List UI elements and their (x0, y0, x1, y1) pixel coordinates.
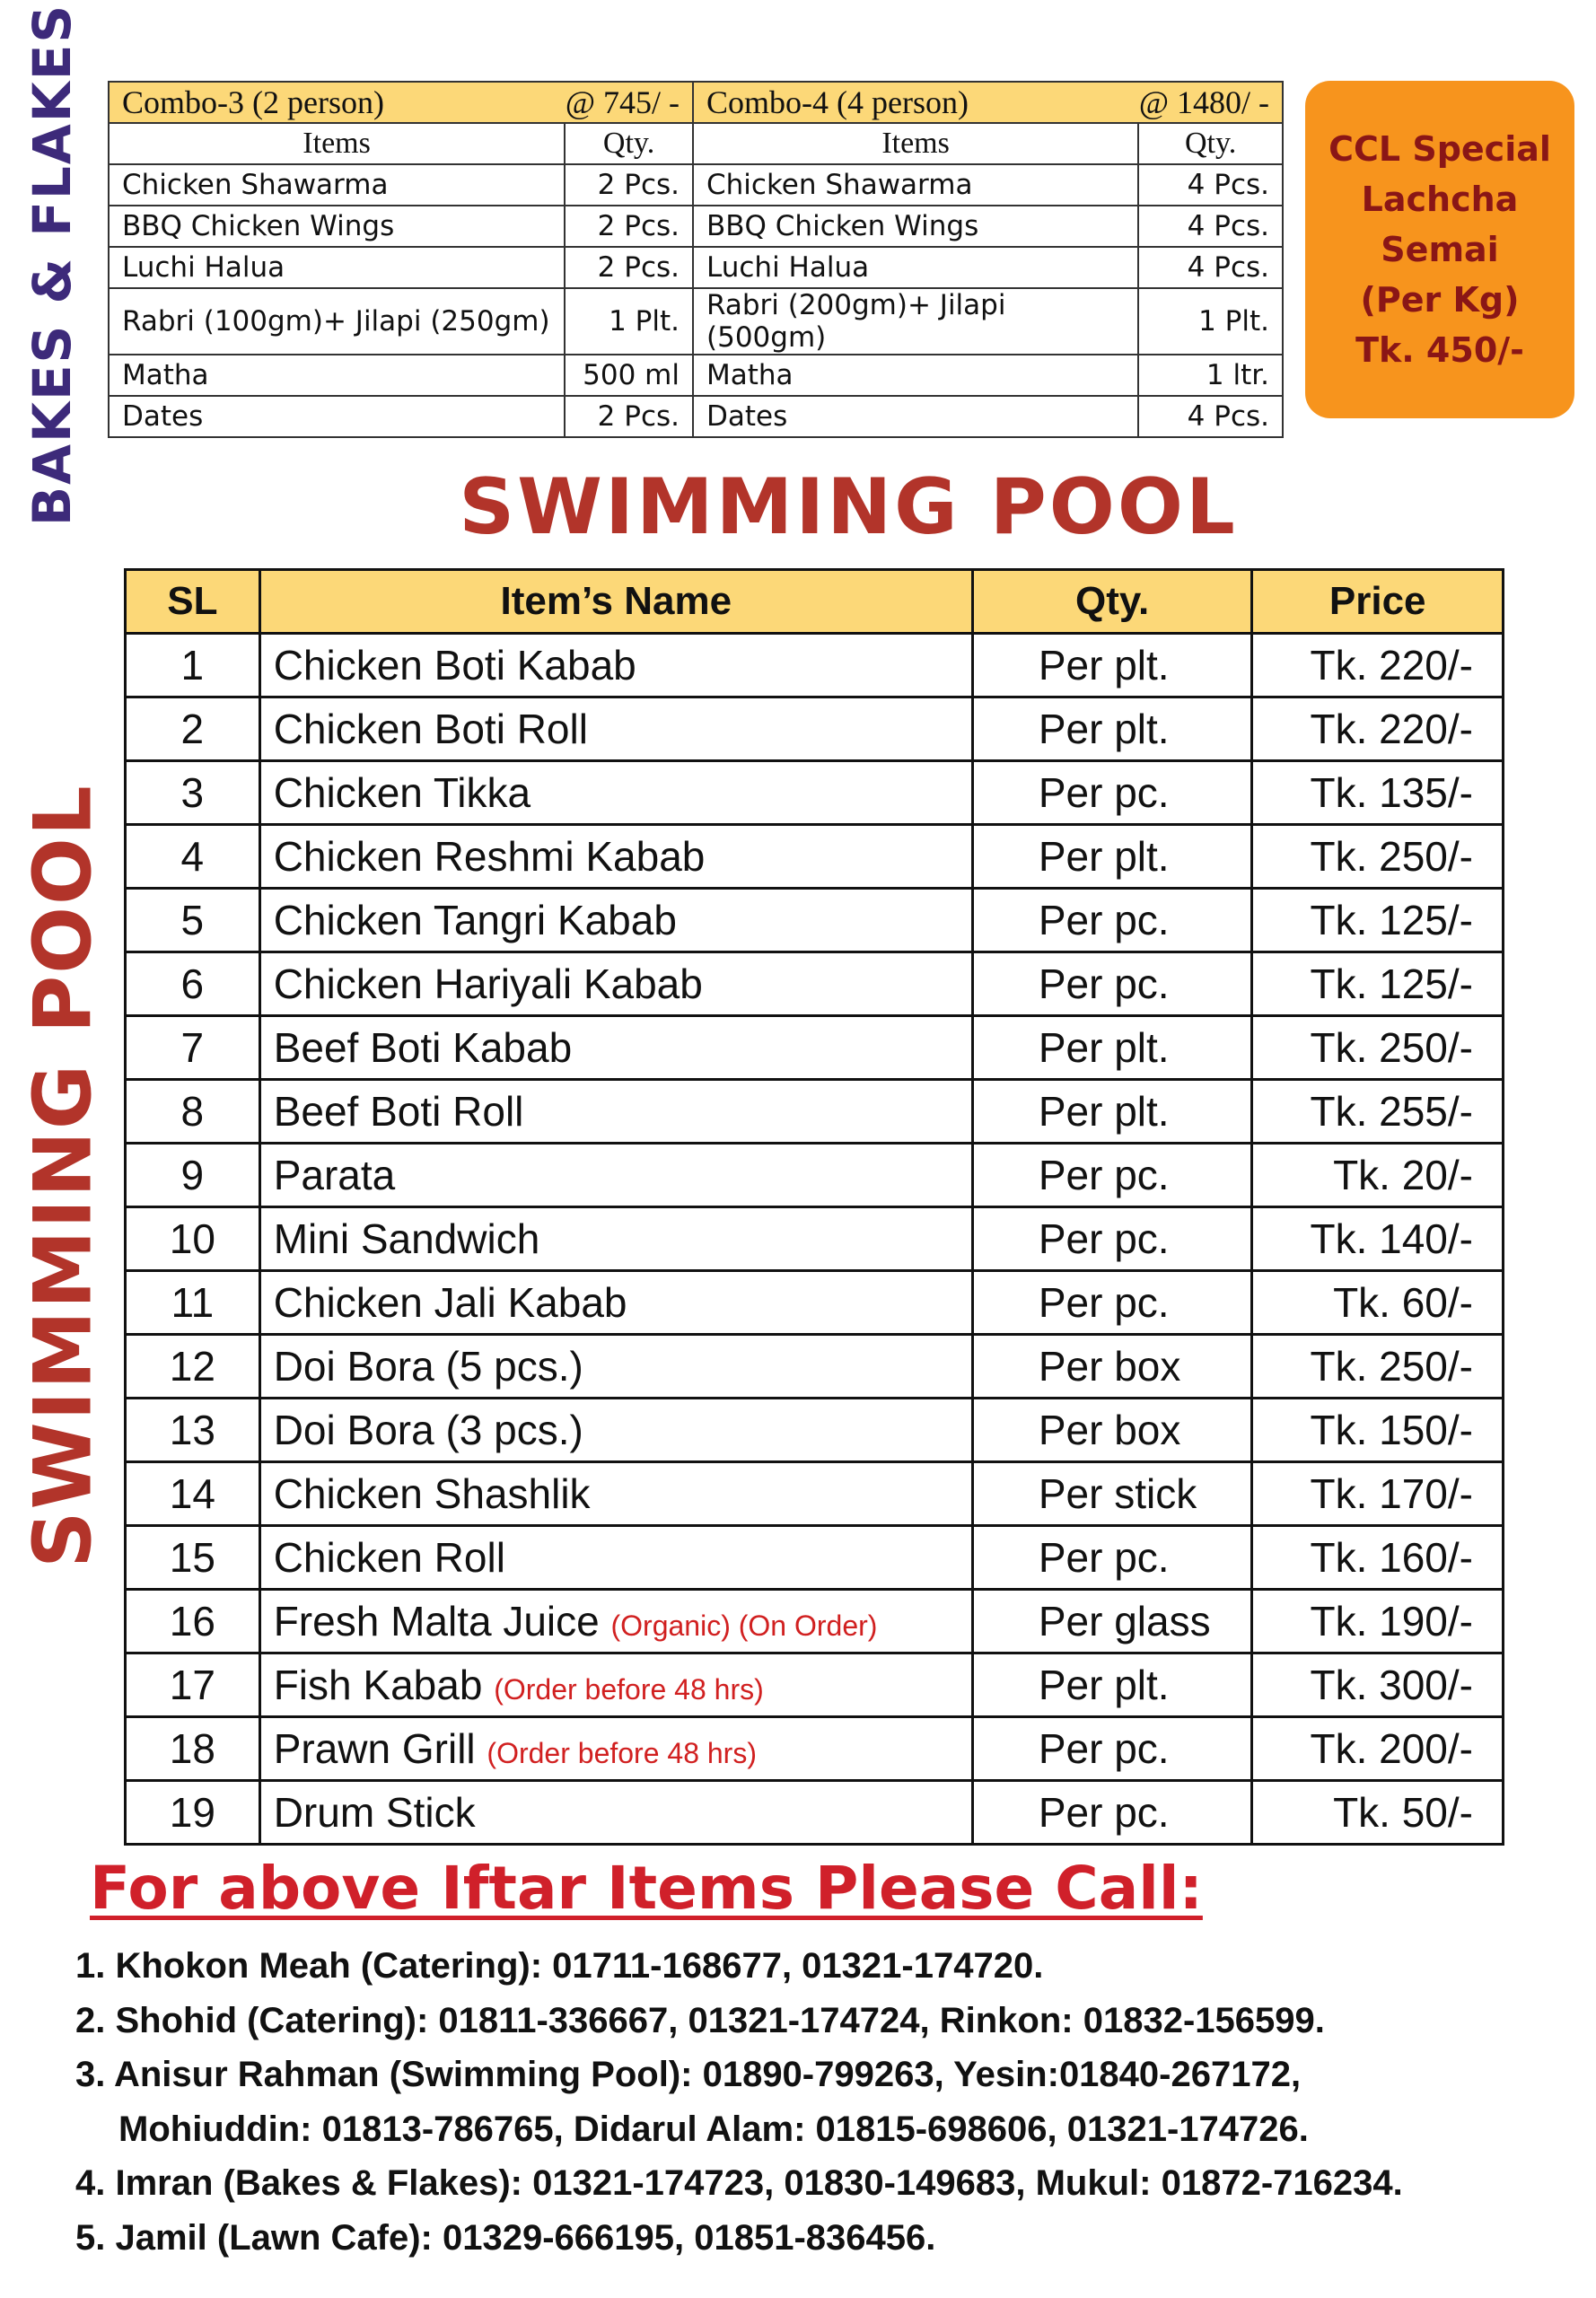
item-price: Tk. 140/- (1252, 1207, 1504, 1271)
menu-row (126, 952, 1504, 1016)
item-qty: Per pc. (972, 1526, 1252, 1590)
item-sl: 1 (126, 634, 260, 697)
item-price: Tk. 250/- (1252, 1016, 1504, 1080)
item-name: Doi Bora (5 pcs.) (273, 1343, 583, 1390)
combo-item: BBQ Chicken Wings (109, 206, 565, 247)
item-qty: Per box (972, 1399, 1252, 1462)
combo-item: Matha (693, 355, 1138, 396)
item-name-cell (259, 1653, 972, 1717)
item-name: Fish Kabab (273, 1662, 483, 1708)
item-qty: Per pc. (972, 1144, 1252, 1207)
item-name: Prawn Grill (273, 1725, 476, 1772)
menu-table (124, 568, 1504, 1846)
combo-price: @ 745/ - (565, 84, 680, 120)
item-name: Beef Boti Kabab (273, 1024, 573, 1071)
combo-qty: 4 Pcs. (1138, 396, 1283, 437)
combo-qty: 1 ltr. (1138, 355, 1283, 396)
item-qty: Per box (972, 1335, 1252, 1399)
combo-item: Matha (109, 355, 565, 396)
item-price: Tk. 200/- (1252, 1717, 1504, 1781)
item-sl: 2 (126, 697, 260, 761)
combo-qty: 500 ml (565, 355, 693, 396)
item-note: (Order before 48 hrs) (494, 1673, 764, 1706)
combo-qty: 2 Pcs. (565, 247, 693, 288)
item-name-cell (259, 1399, 972, 1462)
combo-qty: 2 Pcs. (565, 206, 693, 247)
item-name-cell (259, 697, 972, 761)
special-line: Lachcha Semai (1361, 180, 1519, 269)
item-price: Tk. 50/- (1252, 1781, 1504, 1845)
combo-col-items: Items (693, 123, 1138, 164)
combo-qty: 4 Pcs. (1138, 247, 1283, 288)
item-price: Tk. 125/- (1252, 952, 1504, 1016)
menu-row (126, 1144, 1504, 1207)
item-qty: Per pc. (972, 1717, 1252, 1781)
item-qty: Per pc. (972, 1781, 1252, 1845)
item-price: Tk. 255/- (1252, 1080, 1504, 1144)
item-name: Chicken Tikka (273, 769, 531, 816)
item-name: Chicken Roll (273, 1534, 505, 1581)
menu-row (126, 1399, 1504, 1462)
item-qty: Per pc. (972, 761, 1252, 825)
combo-col-qty: Qty. (1138, 123, 1283, 164)
item-sl: 13 (126, 1399, 260, 1462)
combo-qty: 2 Pcs. (565, 396, 693, 437)
item-sl: 5 (126, 889, 260, 952)
menu-row (126, 1016, 1504, 1080)
item-sl: 19 (126, 1781, 260, 1845)
item-sl: 15 (126, 1526, 260, 1590)
item-sl: 14 (126, 1462, 260, 1526)
contact-line: 3. Anisur Rahman (Swimming Pool): 01890-799263, Yesin:01840-267172, (75, 2055, 1302, 2094)
combo-title: Combo-3 (2 person) (122, 84, 384, 120)
item-qty: Per plt. (972, 697, 1252, 761)
item-name-cell (259, 1717, 972, 1781)
combo-table (108, 81, 1284, 438)
item-name-cell (259, 1016, 972, 1080)
item-name: Chicken Shashlik (273, 1470, 591, 1517)
combo-qty: 4 Pcs. (1138, 164, 1283, 206)
combo-row (109, 355, 1283, 396)
item-name-cell (259, 1271, 972, 1335)
menu-row (126, 1207, 1504, 1271)
item-sl: 8 (126, 1080, 260, 1144)
item-sl: 17 (126, 1653, 260, 1717)
item-name: Chicken Reshmi Kabab (273, 833, 706, 880)
item-name: Chicken Boti Kabab (273, 642, 636, 689)
item-price: Tk. 160/- (1252, 1526, 1504, 1590)
item-name: Fresh Malta Juice (273, 1598, 600, 1645)
item-qty: Per plt. (972, 1080, 1252, 1144)
menu-row (126, 825, 1504, 889)
item-name-cell (259, 1526, 972, 1590)
item-name-cell (259, 1462, 972, 1526)
item-qty: Per plt. (972, 634, 1252, 697)
contact-line: 4. Imran (Bakes & Flakes): 01321-174723, 01830-149683, Mukul: 01872-716234. (75, 2163, 1403, 2203)
combo-row (109, 396, 1283, 437)
item-price: Tk. 150/- (1252, 1399, 1504, 1462)
item-name-cell (259, 1207, 972, 1271)
combo-qty: 1 Plt. (1138, 288, 1283, 355)
menu-row (126, 1590, 1504, 1653)
combo-4-header (693, 82, 1283, 123)
item-price: Tk. 125/- (1252, 889, 1504, 952)
combo-item: BBQ Chicken Wings (693, 206, 1138, 247)
item-note: (Organic) (On Order) (610, 1609, 878, 1642)
item-sl: 18 (126, 1717, 260, 1781)
item-qty: Per pc. (972, 1271, 1252, 1335)
item-price: Tk. 250/- (1252, 825, 1504, 889)
item-qty: Per pc. (972, 1207, 1252, 1271)
menu-row (126, 1717, 1504, 1781)
item-name: Chicken Boti Roll (273, 706, 588, 752)
contact-list (75, 1939, 1403, 2265)
menu-row (126, 1271, 1504, 1335)
item-sl: 3 (126, 761, 260, 825)
item-name: Drum Stick (273, 1789, 476, 1836)
combo-qty: 4 Pcs. (1138, 206, 1283, 247)
combo-item: Dates (693, 396, 1138, 437)
special-price: Tk. 450/- (1355, 330, 1524, 370)
item-qty: Per plt. (972, 1016, 1252, 1080)
item-name: Chicken Hariyali Kabab (273, 960, 703, 1007)
special-line: (Per Kg) (1360, 280, 1520, 320)
item-qty: Per stick (972, 1462, 1252, 1526)
menu-row (126, 1335, 1504, 1399)
item-name-cell (259, 634, 972, 697)
item-name: Doi Bora (3 pcs.) (273, 1407, 583, 1453)
contact-line: 1. Khokon Meah (Catering): 01711-168677, 01321-174720. (75, 1946, 1044, 1986)
combo-item: Rabri (100gm)+ Jilapi (250gm) (109, 288, 565, 355)
contact-line: Mohiuddin: 01813-786765, Didarul Alam: 01815-698606, 01321-174726. (118, 2109, 1309, 2149)
combo-col-items: Items (109, 123, 565, 164)
section-title: SWIMMING POOL (459, 462, 1238, 552)
menu-row (126, 1653, 1504, 1717)
item-name-cell (259, 1335, 972, 1399)
item-name-cell (259, 761, 972, 825)
item-name-cell (259, 1590, 972, 1653)
col-header-name: Item’s Name (259, 570, 972, 634)
combo-item: Luchi Halua (109, 247, 565, 288)
combo-qty: 1 Plt. (565, 288, 693, 355)
combo-row (109, 206, 1283, 247)
combo-item: Rabri (200gm)+ Jilapi (500gm) (693, 288, 1138, 355)
item-name-cell (259, 889, 972, 952)
item-sl: 16 (126, 1590, 260, 1653)
item-name: Chicken Jali Kabab (273, 1279, 627, 1326)
item-name-cell (259, 825, 972, 889)
menu-row (126, 1462, 1504, 1526)
combo-item: Chicken Shawarma (109, 164, 565, 206)
menu-row (126, 1526, 1504, 1590)
special-line: CCL Special (1329, 129, 1551, 169)
item-name-cell (259, 1144, 972, 1207)
item-price: Tk. 300/- (1252, 1653, 1504, 1717)
item-name: Mini Sandwich (273, 1215, 540, 1262)
combo-item: Chicken Shawarma (693, 164, 1138, 206)
col-header-qty: Qty. (972, 570, 1252, 634)
combo-3-header (109, 82, 693, 123)
col-header-price: Price (1252, 570, 1504, 634)
item-sl: 4 (126, 825, 260, 889)
item-qty: Per pc. (972, 889, 1252, 952)
item-price: Tk. 250/- (1252, 1335, 1504, 1399)
menu-row (126, 761, 1504, 825)
item-price: Tk. 220/- (1252, 634, 1504, 697)
item-price: Tk. 170/- (1252, 1462, 1504, 1526)
item-sl: 12 (126, 1335, 260, 1399)
menu-row (126, 889, 1504, 952)
special-offer-box (1305, 81, 1574, 418)
combo-item: Dates (109, 396, 565, 437)
item-qty: Per pc. (972, 952, 1252, 1016)
item-qty: Per glass (972, 1590, 1252, 1653)
side-label-bakes-flakes: BAKES & FLAKES (22, 3, 83, 527)
item-note: (Order before 48 hrs) (487, 1737, 757, 1769)
col-header-sl: SL (126, 570, 260, 634)
item-price: Tk. 20/- (1252, 1144, 1504, 1207)
combo-price: @ 1480/ - (1138, 84, 1269, 120)
combo-title: Combo-4 (4 person) (706, 84, 969, 120)
item-sl: 7 (126, 1016, 260, 1080)
call-heading: For above Iftar Items Please Call: (90, 1854, 1203, 1923)
item-price: Tk. 135/- (1252, 761, 1504, 825)
item-qty: Per plt. (972, 825, 1252, 889)
item-price: Tk. 190/- (1252, 1590, 1504, 1653)
combo-row (109, 247, 1283, 288)
item-name: Beef Boti Roll (273, 1088, 524, 1135)
side-label-swimming-pool: SWIMMING POOL (16, 784, 110, 1568)
menu-row (126, 1080, 1504, 1144)
item-sl: 9 (126, 1144, 260, 1207)
combo-qty: 2 Pcs. (565, 164, 693, 206)
menu-row (126, 1781, 1504, 1845)
combo-item: Luchi Halua (693, 247, 1138, 288)
combo-row (109, 164, 1283, 206)
item-name-cell (259, 1781, 972, 1845)
contact-line: 2. Shohid (Catering): 01811-336667, 01321-174724, Rinkon: 01832-156599. (75, 2000, 1325, 2040)
contact-line: 5. Jamil (Lawn Cafe): 01329-666195, 01851-836456. (75, 2217, 936, 2258)
combo-row (109, 288, 1283, 355)
item-qty: Per plt. (972, 1653, 1252, 1717)
item-sl: 11 (126, 1271, 260, 1335)
item-name: Parata (273, 1152, 396, 1198)
item-price: Tk. 220/- (1252, 697, 1504, 761)
combo-col-qty: Qty. (565, 123, 693, 164)
item-name-cell (259, 952, 972, 1016)
item-price: Tk. 60/- (1252, 1271, 1504, 1335)
item-sl: 10 (126, 1207, 260, 1271)
item-sl: 6 (126, 952, 260, 1016)
item-name-cell (259, 1080, 972, 1144)
menu-row (126, 634, 1504, 697)
item-name: Chicken Tangri Kabab (273, 897, 677, 943)
menu-row (126, 697, 1504, 761)
